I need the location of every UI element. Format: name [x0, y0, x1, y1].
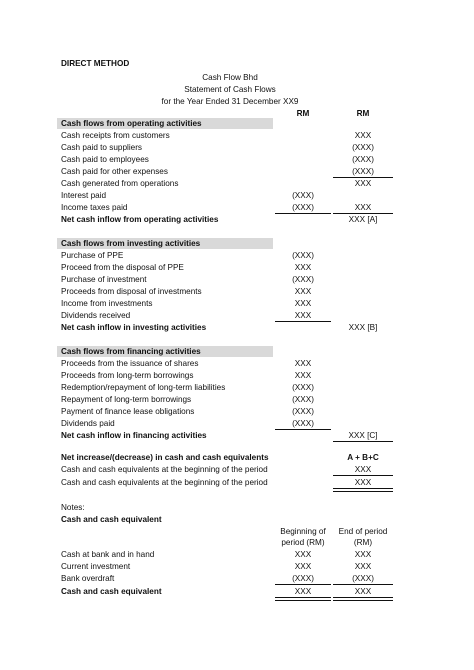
company-name: Cash Flow Bhd [202, 73, 258, 82]
closing-balance-value: XXX [354, 478, 372, 487]
operating-row-label: Interest paid [61, 191, 107, 200]
investing-total-value: XXX [B] [348, 323, 378, 332]
operating-row-label: Cash paid for other expenses [61, 167, 168, 176]
subtotal-rule [275, 321, 331, 322]
subtotal-rule [333, 441, 393, 442]
operating-row-value-a: (XXX) [292, 191, 314, 200]
investing-row-value-a: (XXX) [292, 275, 314, 284]
operating-row-label: Cash receipts from customers [61, 131, 170, 140]
notes-row-value-a: XXX [294, 562, 312, 571]
investing-row-label: Purchase of investment [61, 275, 147, 284]
investing-total-label: Net cash inflow in investing activities [61, 323, 207, 332]
investing-header: Cash flows from investing activities [61, 239, 201, 248]
financing-row-label: Proceeds from long-term borrowings [61, 371, 194, 380]
notes-row-value-b: XXX [354, 562, 372, 571]
financing-total-label: Net cash inflow in financing activities [61, 431, 207, 440]
notes-col-a-header-line2: period (RM) [281, 538, 325, 547]
operating-row-label: Cash paid to suppliers [61, 143, 143, 152]
double-total-rule [333, 597, 393, 601]
financing-row-label: Redemption/repayment of long-term liabilities [61, 383, 226, 392]
subtotal-rule [333, 475, 393, 476]
investing-row-label: Purchase of PPE [61, 251, 124, 260]
notes-total-value-b: XXX [354, 587, 372, 596]
double-total-rule [275, 597, 331, 601]
notes-row-value-a: XXX [294, 550, 312, 559]
column-header-rm-b: RM [356, 109, 370, 118]
statement-period: for the Year Ended 31 December XX9 [161, 97, 299, 106]
operating-header: Cash flows from operating activities [61, 119, 202, 128]
financing-row-label: Proceeds from the issuance of shares [61, 359, 199, 368]
closing-balance-label: Cash and cash equivalents at the beginning of the period [61, 478, 268, 487]
net-change-label: Net increase/(decrease) in cash and cash equivalents [61, 453, 269, 462]
notes-row-label: Bank overdraft [61, 574, 115, 583]
investing-row-value-a: (XXX) [292, 251, 314, 260]
notes-col-b-header-line1: End of period [338, 527, 388, 536]
subtotal-rule [333, 177, 393, 178]
investing-row-value-a: XXX [294, 263, 312, 272]
column-header-rm-a: RM [296, 109, 310, 118]
notes-row-label: Cash at bank and in hand [61, 550, 155, 559]
operating-total-value: XXX [A] [348, 215, 378, 224]
financing-header: Cash flows from financing activities [61, 347, 201, 356]
operating-row-label: Income taxes paid [61, 203, 128, 212]
operating-row-value-b: (XXX) [352, 143, 374, 152]
investing-row-value-a: XXX [294, 287, 312, 296]
operating-row-value-b: XXX [354, 179, 372, 188]
notes-row-value-b: XXX [354, 550, 372, 559]
statement-title: Statement of Cash Flows [184, 85, 276, 94]
operating-total-label: Net cash inflow from operating activities [61, 215, 219, 224]
notes-col-b-header-line2: (RM) [353, 538, 373, 547]
operating-row-label: Cash generated from operations [61, 179, 179, 188]
subtotal-rule [275, 213, 331, 214]
investing-row-label: Proceeds from disposal of investments [61, 287, 202, 296]
financing-row-value-a: (XXX) [292, 407, 314, 416]
operating-row-value-b: (XXX) [352, 167, 374, 176]
subtotal-rule [333, 584, 393, 585]
subtotal-rule [275, 584, 331, 585]
operating-row-label: Cash paid to employees [61, 155, 149, 164]
notes-subtitle: Cash and cash equivalent [61, 515, 162, 524]
financing-row-label: Dividends paid [61, 419, 115, 428]
financing-total-value: XXX [C] [348, 431, 378, 440]
notes-row-value-b: (XXX) [352, 574, 374, 583]
investing-row-label: Proceed from the disposal of PPE [61, 263, 184, 272]
investing-row-value-a: XXX [294, 299, 312, 308]
operating-row-value-b: XXX [354, 131, 372, 140]
opening-balance-value: XXX [354, 465, 372, 474]
operating-row-value-b: (XXX) [352, 155, 374, 164]
notes-col-a-header-line1: Beginning of [280, 527, 326, 536]
net-change-value: A + B+C [347, 453, 379, 462]
operating-row-value-b: XXX [354, 203, 372, 212]
financing-row-value-a: (XXX) [292, 383, 314, 392]
subtotal-rule [275, 429, 331, 430]
notes-title: Notes: [61, 503, 85, 512]
financing-row-label: Payment of finance lease obligations [61, 407, 195, 416]
method-title: DIRECT METHOD [61, 59, 130, 68]
financing-row-value-a: (XXX) [292, 419, 314, 428]
investing-row-value-a: XXX [294, 311, 312, 320]
financing-row-label: Repayment of long-term borrowings [61, 395, 192, 404]
notes-row-label: Current investment [61, 562, 131, 571]
investing-row-label: Dividends received [61, 311, 131, 320]
double-total-rule [333, 488, 393, 492]
notes-total-label: Cash and cash equivalent [61, 587, 162, 596]
opening-balance-label: Cash and cash equivalents at the beginning of the period [61, 465, 268, 474]
operating-row-value-a: (XXX) [292, 203, 314, 212]
financing-row-value-a: (XXX) [292, 395, 314, 404]
financing-row-value-a: XXX [294, 359, 312, 368]
investing-row-label: Income from investments [61, 299, 153, 308]
financing-row-value-a: XXX [294, 371, 312, 380]
notes-total-value-a: XXX [294, 587, 312, 596]
notes-row-value-a: (XXX) [292, 574, 314, 583]
subtotal-rule [333, 213, 393, 214]
